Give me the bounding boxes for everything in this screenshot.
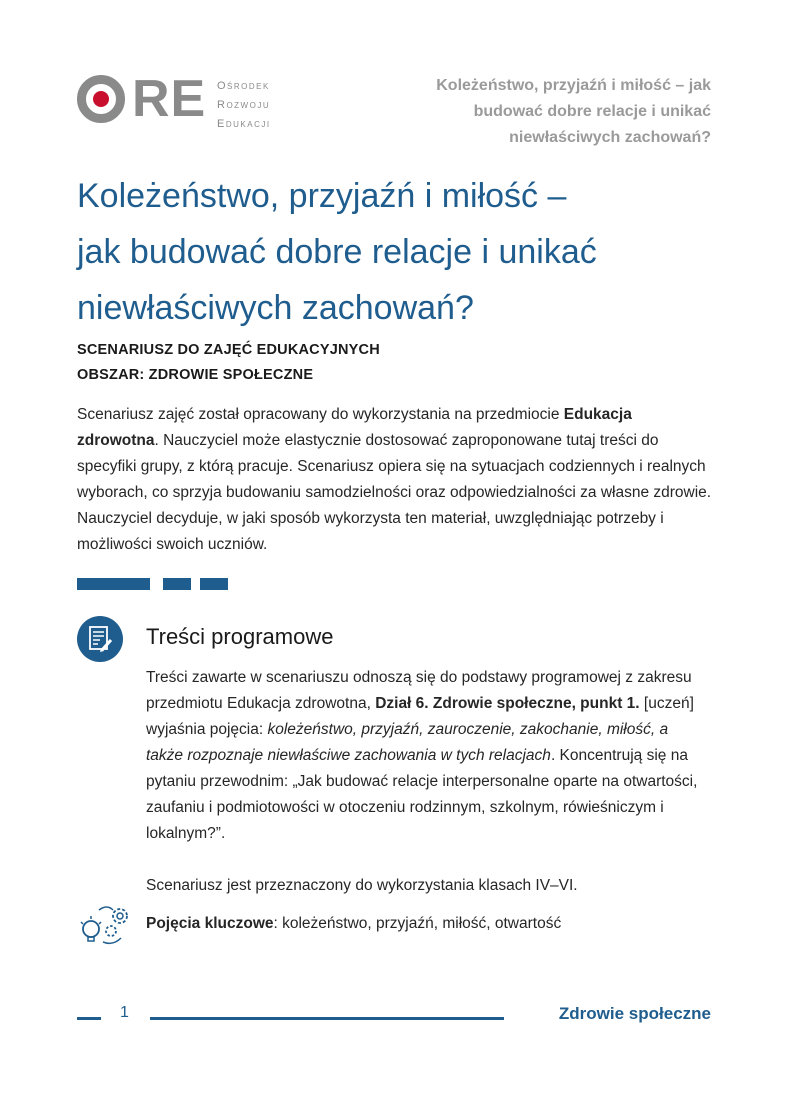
title-line-2: jak budować dobre relacje i unikać <box>77 233 597 271</box>
divider-bar-long <box>77 578 150 590</box>
p1-bold-reference: Dział 6. Zdrowie społeczne, punkt 1. <box>375 695 640 712</box>
ore-logo <box>77 70 277 135</box>
p1-text-b: [uczeń] wyjaśnia pojęcia: <box>146 695 694 738</box>
intro-bold-subject: Edukacja zdrowotna <box>77 406 632 449</box>
key-concepts-label: Pojęcia kluczowe <box>146 915 274 932</box>
section-body <box>146 665 706 899</box>
section-paragraph-2: Scenariusz jest przeznaczony do wykorzystania klasach IV–VI. <box>146 877 578 894</box>
p1-text-a: Treści zawarte w scenariuszu odnoszą się do podstawy programowej z zakresu przedmiotu Edukacja zdrowotna, <box>146 669 692 712</box>
key-concepts-list: : koleżeństwo, przyjaźń, miłość, otwartość <box>273 915 562 932</box>
intro-text-2: . Nauczyciel może elastycznie dostosować zaproponowane tutaj treści do specyfiki grupy, z którą pracuje. Scenariusz opiera się na sytuacjach codziennych i realnych wyborach, co sprzyja budowaniu samodzielności oraz odpowiedzialności za własne zdrowie. Nauczyciel decyduje, w jaki sposób wykorzysta ten materiał, uwzględniając potrzeby i możliwości swoich uczniów. <box>77 432 712 553</box>
document-pencil-icon <box>77 616 123 662</box>
logo-wordmark <box>217 77 271 134</box>
divider-bar-short-1 <box>163 578 191 590</box>
footer-section-label: Zdrowie społeczne <box>558 1004 711 1023</box>
logo-o-circle <box>77 75 125 123</box>
footer-rule <box>150 1017 504 1020</box>
section-title: Treści programowe <box>146 624 334 649</box>
logo-word-2: Rozwoju <box>217 99 271 111</box>
running-head: Koleżeństwo, przyjaźń i miłość – jak budować dobre relacje i unikać niewłaściwych zachowań? <box>436 77 711 146</box>
subheading-line-2: OBSZAR: ZDROWIE SPOŁECZNE <box>77 367 314 383</box>
subheading-line-1: SCENARIUSZ DO ZAJĘĆ EDUKACYJNYCH <box>77 342 380 358</box>
scenario-subheading <box>77 338 380 388</box>
p1-italic-concepts: koleżeństwo, przyjaźń, zauroczenie, zakochanie, miłość, a także rozpoznaje niewłaściwe zachowania w tych relacjach <box>146 721 669 764</box>
logo-word-1: Ośrodek <box>217 80 270 92</box>
page-number: 1 <box>120 1004 129 1021</box>
page-title <box>77 168 717 336</box>
section-paragraph-1 <box>146 665 706 847</box>
p1-text-c: . Koncentrują się na pytaniu przewodnim: „Jak budować relacje interpersonalne oparte na otwartości, zaufaniu i podmiotowości w otoczeniu rodzinnym, szkolnym, rówieśniczym i lokalnym?”. <box>146 747 698 842</box>
logo-letters: RE <box>132 70 207 128</box>
title-line-3: niewłaściwych zachowań? <box>77 289 474 327</box>
footer-dash <box>77 1017 101 1020</box>
logo-word-3: Edukacji <box>217 118 271 130</box>
intro-paragraph <box>77 402 717 558</box>
key-concepts-line <box>146 915 561 933</box>
lightbulb-gears-icon <box>77 902 133 946</box>
intro-text-1: Scenariusz zajęć został opracowany do wykorzystania na przedmiocie <box>77 406 564 423</box>
divider-bar-short-2 <box>200 578 228 590</box>
title-line-1: Koleżeństwo, przyjaźń i miłość – <box>77 177 567 215</box>
